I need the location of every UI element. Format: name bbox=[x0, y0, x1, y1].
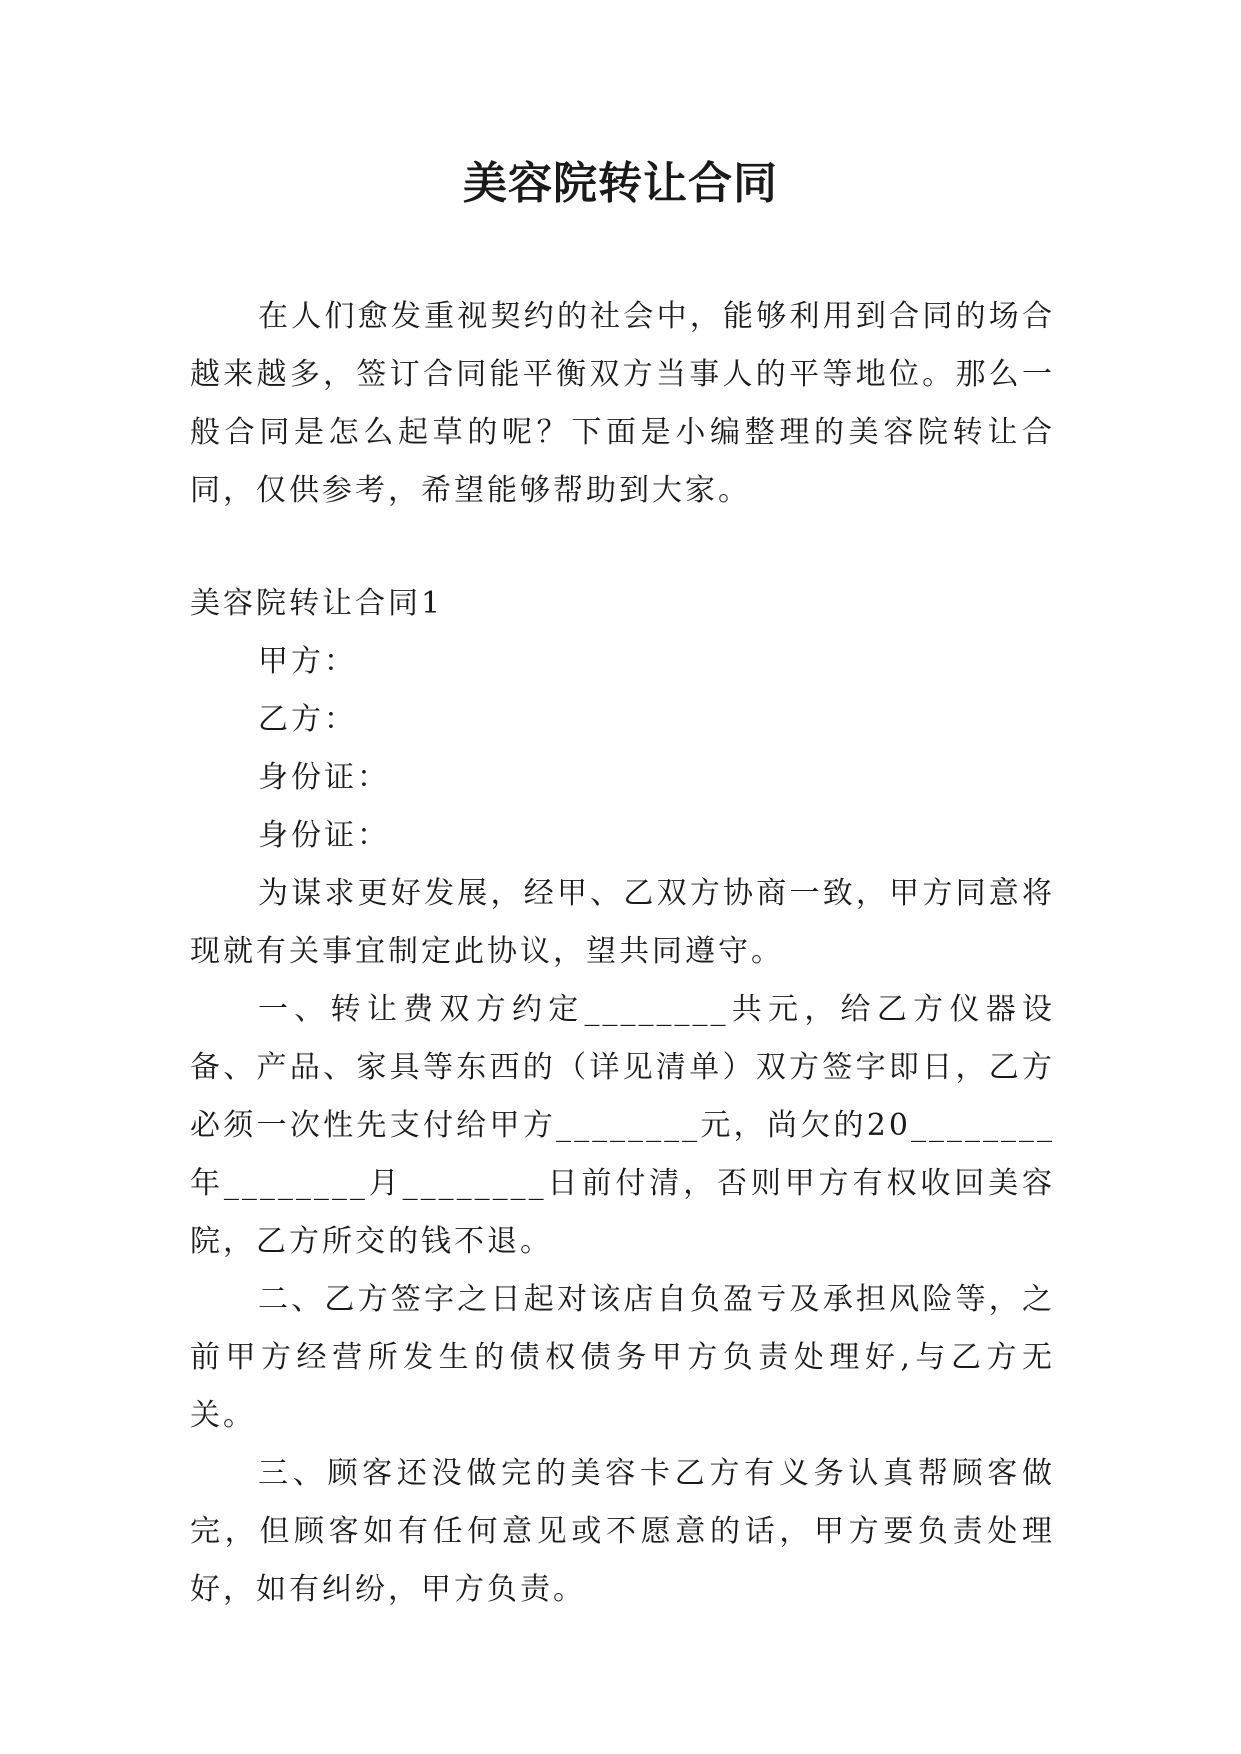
clause-2: 二、乙方签字之日起对该店自负盈亏及承担风险等，之前甲方经营所发生的债权债务甲方负责处理好,与乙方无关。 bbox=[190, 1282, 1055, 1433]
clause-1: 一、转让费双方约定________共元，给乙方仪器设备、产品、家具等东西的（详见清单）双方签字即日，乙方必须一次性先支付给甲方________元，尚欠的20________年________月________日前付清，否则甲方有权收回美容院，乙方所交的钱不退。 bbox=[190, 992, 1055, 1259]
preamble-paragraph: 为谋求更好发展，经甲、乙双方协商一致，甲方同意将现就有关事宜制定此协议，望共同遵守。 bbox=[190, 876, 1055, 969]
party-b-field: 乙方： bbox=[258, 702, 357, 737]
party-a-field: 甲方： bbox=[258, 644, 357, 679]
intro-paragraph: 在人们愈发重视契约的社会中，能够利用到合同的场合越来越多，签订合同能平衡双方当事人的平等地位。那么一般合同是怎么起草的呢？下面是小编整理的美容院转让合同，仅供参考，希望能够帮助到大家。 bbox=[190, 299, 1055, 508]
id-card-field-1: 身份证： bbox=[258, 760, 390, 795]
section-heading: 美容院转让合同1 bbox=[190, 586, 444, 621]
id-card-field-2: 身份证： bbox=[258, 818, 390, 853]
contract-section bbox=[190, 575, 1055, 1619]
clause-3: 三、顾客还没做完的美容卡乙方有义务认真帮顾客做完，但顾客如有任何意见或不愿意的话，甲方要负责处理好，如有纠纷，甲方负责。 bbox=[190, 1456, 1055, 1607]
document-title: 美容院转让合同 bbox=[463, 158, 778, 209]
intro-section bbox=[190, 288, 1055, 520]
